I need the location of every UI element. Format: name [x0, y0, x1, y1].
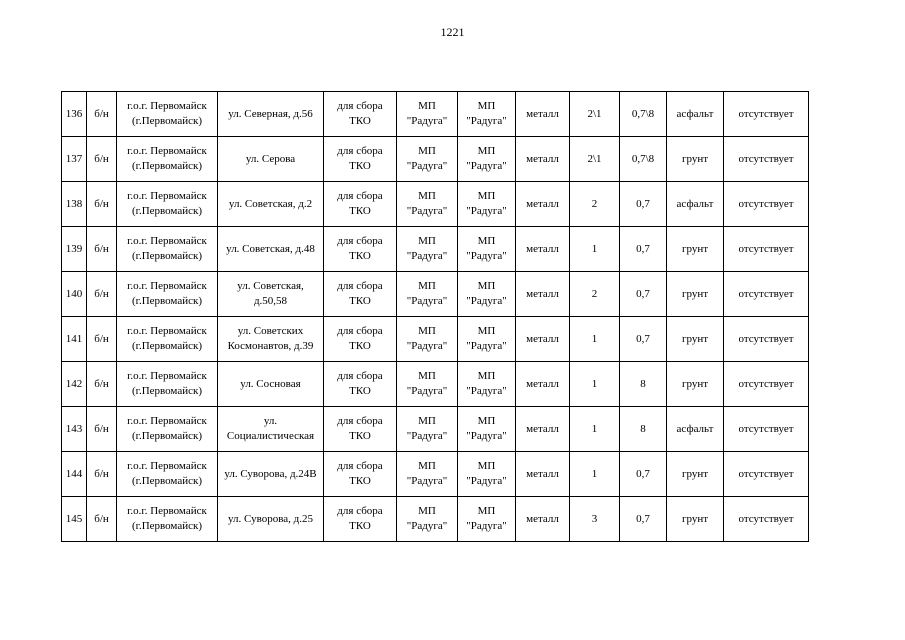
operator-line: МП [477, 100, 496, 112]
operator-line: МП [477, 460, 496, 472]
district-line: (г.Первомайск) [132, 205, 202, 217]
address-cell [218, 452, 324, 497]
purpose-cell [324, 407, 397, 452]
container-volume-cell: 8 [620, 407, 667, 452]
district-cell [117, 497, 218, 542]
operator-line: МП [477, 325, 496, 337]
purpose-line: ТКО [349, 430, 371, 442]
address-line: ул. Советская, [237, 280, 304, 292]
owner-line: МП [418, 100, 436, 112]
surface-cell: грунт [667, 497, 724, 542]
operator-line: МП [477, 190, 496, 202]
table-row [62, 92, 809, 137]
address-cell [218, 497, 324, 542]
table-row [62, 362, 809, 407]
owner-line: МП [418, 280, 436, 292]
district-cell [117, 362, 218, 407]
surface-cell: асфальт [667, 182, 724, 227]
address-line: ул. Северная, д.56 [228, 107, 313, 120]
purpose-line: ТКО [349, 520, 371, 532]
table-body [62, 92, 809, 542]
row-number-cell: 139 [62, 227, 87, 272]
operator-line: "Радуга" [466, 250, 507, 262]
owner-line: МП [418, 415, 436, 427]
container-volume-cell: 0,7 [620, 182, 667, 227]
purpose-cell [324, 362, 397, 407]
surface-cell: грунт [667, 227, 724, 272]
district-cell [117, 272, 218, 317]
district-line: г.о.г. Первомайск [127, 190, 207, 202]
container-count-cell: 3 [570, 497, 620, 542]
table-row [62, 272, 809, 317]
purpose-cell [324, 272, 397, 317]
row-number-cell: 144 [62, 452, 87, 497]
operator-line: МП [477, 415, 496, 427]
owner-cell [397, 452, 458, 497]
address-cell [218, 362, 324, 407]
address-line: ул. Сосновая [240, 377, 301, 390]
surface-cell: грунт [667, 362, 724, 407]
district-cell [117, 227, 218, 272]
fence-cell: отсутствует [724, 227, 809, 272]
container-volume-cell: 0,7 [620, 317, 667, 362]
material-cell: металл [516, 137, 570, 182]
container-volume-cell: 0,7\8 [620, 137, 667, 182]
district-line: г.о.г. Первомайск [127, 235, 207, 247]
address-line: ул. [263, 415, 278, 427]
container-volume-cell: 0,7 [620, 227, 667, 272]
district-cell [117, 137, 218, 182]
container-count-cell: 1 [570, 362, 620, 407]
district-line: г.о.г. Первомайск [127, 100, 207, 112]
material-cell: металл [516, 317, 570, 362]
row-number-cell: 140 [62, 272, 87, 317]
operator-cell [458, 137, 516, 182]
row-number-cell: 143 [62, 407, 87, 452]
registry-number-cell: б/н [87, 362, 117, 407]
registry-number-cell: б/н [87, 92, 117, 137]
fence-cell: отсутствует [724, 407, 809, 452]
district-line: г.о.г. Первомайск [127, 505, 207, 517]
owner-cell [397, 92, 458, 137]
material-cell: металл [516, 362, 570, 407]
operator-cell [458, 317, 516, 362]
address-line: Космонавтов, д.39 [227, 340, 314, 352]
operator-line: "Радуга" [466, 205, 507, 217]
row-number-cell: 138 [62, 182, 87, 227]
registry-number-cell: б/н [87, 227, 117, 272]
fence-cell: отсутствует [724, 137, 809, 182]
district-line: г.о.г. Первомайск [127, 325, 207, 337]
purpose-line: ТКО [349, 475, 371, 487]
operator-line: "Радуга" [466, 295, 507, 307]
table-row [62, 497, 809, 542]
district-line: (г.Первомайск) [132, 250, 202, 262]
purpose-line: ТКО [349, 385, 371, 397]
table-row [62, 452, 809, 497]
purpose-cell [324, 227, 397, 272]
operator-cell [458, 182, 516, 227]
registry-number-cell: б/н [87, 182, 117, 227]
purpose-line: для сбора [337, 325, 383, 337]
fence-cell: отсутствует [724, 272, 809, 317]
owner-line: МП [418, 190, 436, 202]
district-line: (г.Первомайск) [132, 160, 202, 172]
owner-cell [397, 362, 458, 407]
operator-cell [458, 407, 516, 452]
registry-number-cell: б/н [87, 137, 117, 182]
district-line: г.о.г. Первомайск [127, 370, 207, 382]
owner-cell [397, 407, 458, 452]
material-cell: металл [516, 497, 570, 542]
operator-cell [458, 452, 516, 497]
container-count-cell: 2 [570, 272, 620, 317]
address-line: ул. Советская, д.2 [228, 197, 313, 210]
purpose-cell [324, 92, 397, 137]
district-cell [117, 452, 218, 497]
operator-line: МП [477, 280, 496, 292]
address-cell [218, 137, 324, 182]
registry-number-cell: б/н [87, 497, 117, 542]
address-cell [218, 227, 324, 272]
purpose-line: ТКО [349, 340, 371, 352]
district-line: г.о.г. Первомайск [127, 280, 207, 292]
table-row [62, 407, 809, 452]
table-row [62, 317, 809, 362]
container-count-cell: 1 [570, 452, 620, 497]
registry-table [61, 91, 809, 542]
address-line: Социалистическая [226, 430, 315, 442]
owner-line: "Радуга" [406, 295, 448, 307]
district-line: г.о.г. Первомайск [127, 460, 207, 472]
district-line: (г.Первомайск) [132, 475, 202, 487]
owner-line: МП [418, 325, 436, 337]
surface-cell: асфальт [667, 92, 724, 137]
container-count-cell: 2 [570, 182, 620, 227]
district-cell [117, 317, 218, 362]
purpose-cell [324, 137, 397, 182]
owner-line: МП [418, 370, 436, 382]
owner-line: МП [418, 145, 436, 157]
fence-cell: отсутствует [724, 362, 809, 407]
container-count-cell: 1 [570, 227, 620, 272]
operator-cell [458, 497, 516, 542]
purpose-line: для сбора [337, 145, 383, 157]
owner-line: "Радуга" [406, 520, 448, 532]
surface-cell: асфальт [667, 407, 724, 452]
registry-number-cell: б/н [87, 272, 117, 317]
material-cell: металл [516, 272, 570, 317]
operator-line: "Радуга" [466, 430, 507, 442]
registry-number-cell: б/н [87, 452, 117, 497]
container-count-cell: 2\1 [570, 137, 620, 182]
material-cell: металл [516, 227, 570, 272]
address-cell [218, 407, 324, 452]
container-count-cell: 1 [570, 317, 620, 362]
address-line: ул. Советская, д.48 [226, 242, 315, 255]
purpose-cell [324, 497, 397, 542]
fence-cell: отсутствует [724, 497, 809, 542]
purpose-line: ТКО [349, 250, 371, 262]
surface-cell: грунт [667, 137, 724, 182]
fence-cell: отсутствует [724, 92, 809, 137]
owner-line: "Радуга" [406, 115, 448, 127]
row-number-cell: 142 [62, 362, 87, 407]
table-row [62, 227, 809, 272]
district-cell [117, 407, 218, 452]
purpose-cell [324, 317, 397, 362]
surface-cell: грунт [667, 317, 724, 362]
operator-line: МП [477, 235, 496, 247]
purpose-line: для сбора [337, 370, 383, 382]
purpose-line: для сбора [337, 415, 383, 427]
owner-line: "Радуга" [406, 430, 448, 442]
district-line: (г.Первомайск) [132, 520, 202, 532]
operator-cell [458, 92, 516, 137]
operator-cell [458, 227, 516, 272]
container-volume-cell: 8 [620, 362, 667, 407]
address-line: д.50,58 [253, 295, 288, 307]
material-cell: металл [516, 452, 570, 497]
district-line: (г.Первомайск) [132, 295, 202, 307]
material-cell: металл [516, 182, 570, 227]
district-line: (г.Первомайск) [132, 430, 202, 442]
container-volume-cell: 0,7 [620, 272, 667, 317]
purpose-line: для сбора [337, 235, 383, 247]
fence-cell: отсутствует [724, 182, 809, 227]
table-row [62, 137, 809, 182]
owner-cell [397, 137, 458, 182]
container-volume-cell: 0,7 [620, 497, 667, 542]
district-line: г.о.г. Первомайск [127, 415, 207, 427]
row-number-cell: 141 [62, 317, 87, 362]
row-number-cell: 145 [62, 497, 87, 542]
operator-line: "Радуга" [466, 340, 507, 352]
container-volume-cell: 0,7 [620, 452, 667, 497]
owner-line: МП [418, 235, 436, 247]
address-line: ул. Серова [245, 152, 296, 165]
operator-line: "Радуга" [466, 475, 507, 487]
surface-cell: грунт [667, 452, 724, 497]
owner-cell [397, 227, 458, 272]
address-line: ул. Суворова, д.25 [228, 512, 313, 525]
owner-line: "Радуга" [406, 250, 448, 262]
owner-cell [397, 497, 458, 542]
operator-cell [458, 362, 516, 407]
fence-cell: отсутствует [724, 317, 809, 362]
district-line: (г.Первомайск) [132, 115, 202, 127]
operator-line: "Радуга" [466, 160, 507, 172]
owner-cell [397, 317, 458, 362]
purpose-line: для сбора [337, 190, 383, 202]
fence-cell: отсутствует [724, 452, 809, 497]
owner-line: МП [418, 505, 436, 517]
district-cell [117, 92, 218, 137]
address-cell [218, 272, 324, 317]
row-number-cell: 136 [62, 92, 87, 137]
purpose-line: ТКО [349, 160, 371, 172]
material-cell: металл [516, 92, 570, 137]
owner-cell [397, 182, 458, 227]
container-count-cell: 2\1 [570, 92, 620, 137]
owner-line: "Радуга" [406, 340, 448, 352]
operator-line: МП [477, 505, 496, 517]
page-number: 1221 [440, 25, 465, 39]
row-number-cell: 137 [62, 137, 87, 182]
district-cell [117, 182, 218, 227]
owner-cell [397, 272, 458, 317]
purpose-cell [324, 452, 397, 497]
purpose-line: ТКО [349, 205, 371, 217]
district-line: (г.Первомайск) [132, 385, 202, 397]
purpose-cell [324, 182, 397, 227]
address-line: ул. Советских [237, 325, 304, 337]
operator-line: "Радуга" [466, 520, 507, 532]
purpose-line: для сбора [337, 505, 383, 517]
owner-line: МП [418, 460, 436, 472]
purpose-line: ТКО [349, 115, 371, 127]
address-cell [218, 92, 324, 137]
district-line: (г.Первомайск) [132, 340, 202, 352]
purpose-line: для сбора [337, 100, 383, 112]
address-line: ул. Суворова, д.24В [224, 467, 317, 480]
surface-cell: грунт [667, 272, 724, 317]
owner-line: "Радуга" [406, 160, 448, 172]
address-cell [218, 182, 324, 227]
container-count-cell: 1 [570, 407, 620, 452]
purpose-line: для сбора [337, 280, 383, 292]
owner-line: "Радуга" [406, 385, 448, 397]
container-volume-cell: 0,7\8 [620, 92, 667, 137]
owner-line: "Радуга" [406, 475, 448, 487]
operator-line: МП [477, 145, 496, 157]
operator-cell [458, 272, 516, 317]
operator-line: МП [477, 370, 496, 382]
operator-line: "Радуга" [466, 385, 507, 397]
address-cell [218, 317, 324, 362]
purpose-line: ТКО [349, 295, 371, 307]
purpose-line: для сбора [337, 460, 383, 472]
registry-number-cell: б/н [87, 317, 117, 362]
table-row [62, 182, 809, 227]
material-cell: металл [516, 407, 570, 452]
operator-line: "Радуга" [466, 115, 507, 127]
district-line: г.о.г. Первомайск [127, 145, 207, 157]
owner-line: "Радуга" [406, 205, 448, 217]
registry-number-cell: б/н [87, 407, 117, 452]
